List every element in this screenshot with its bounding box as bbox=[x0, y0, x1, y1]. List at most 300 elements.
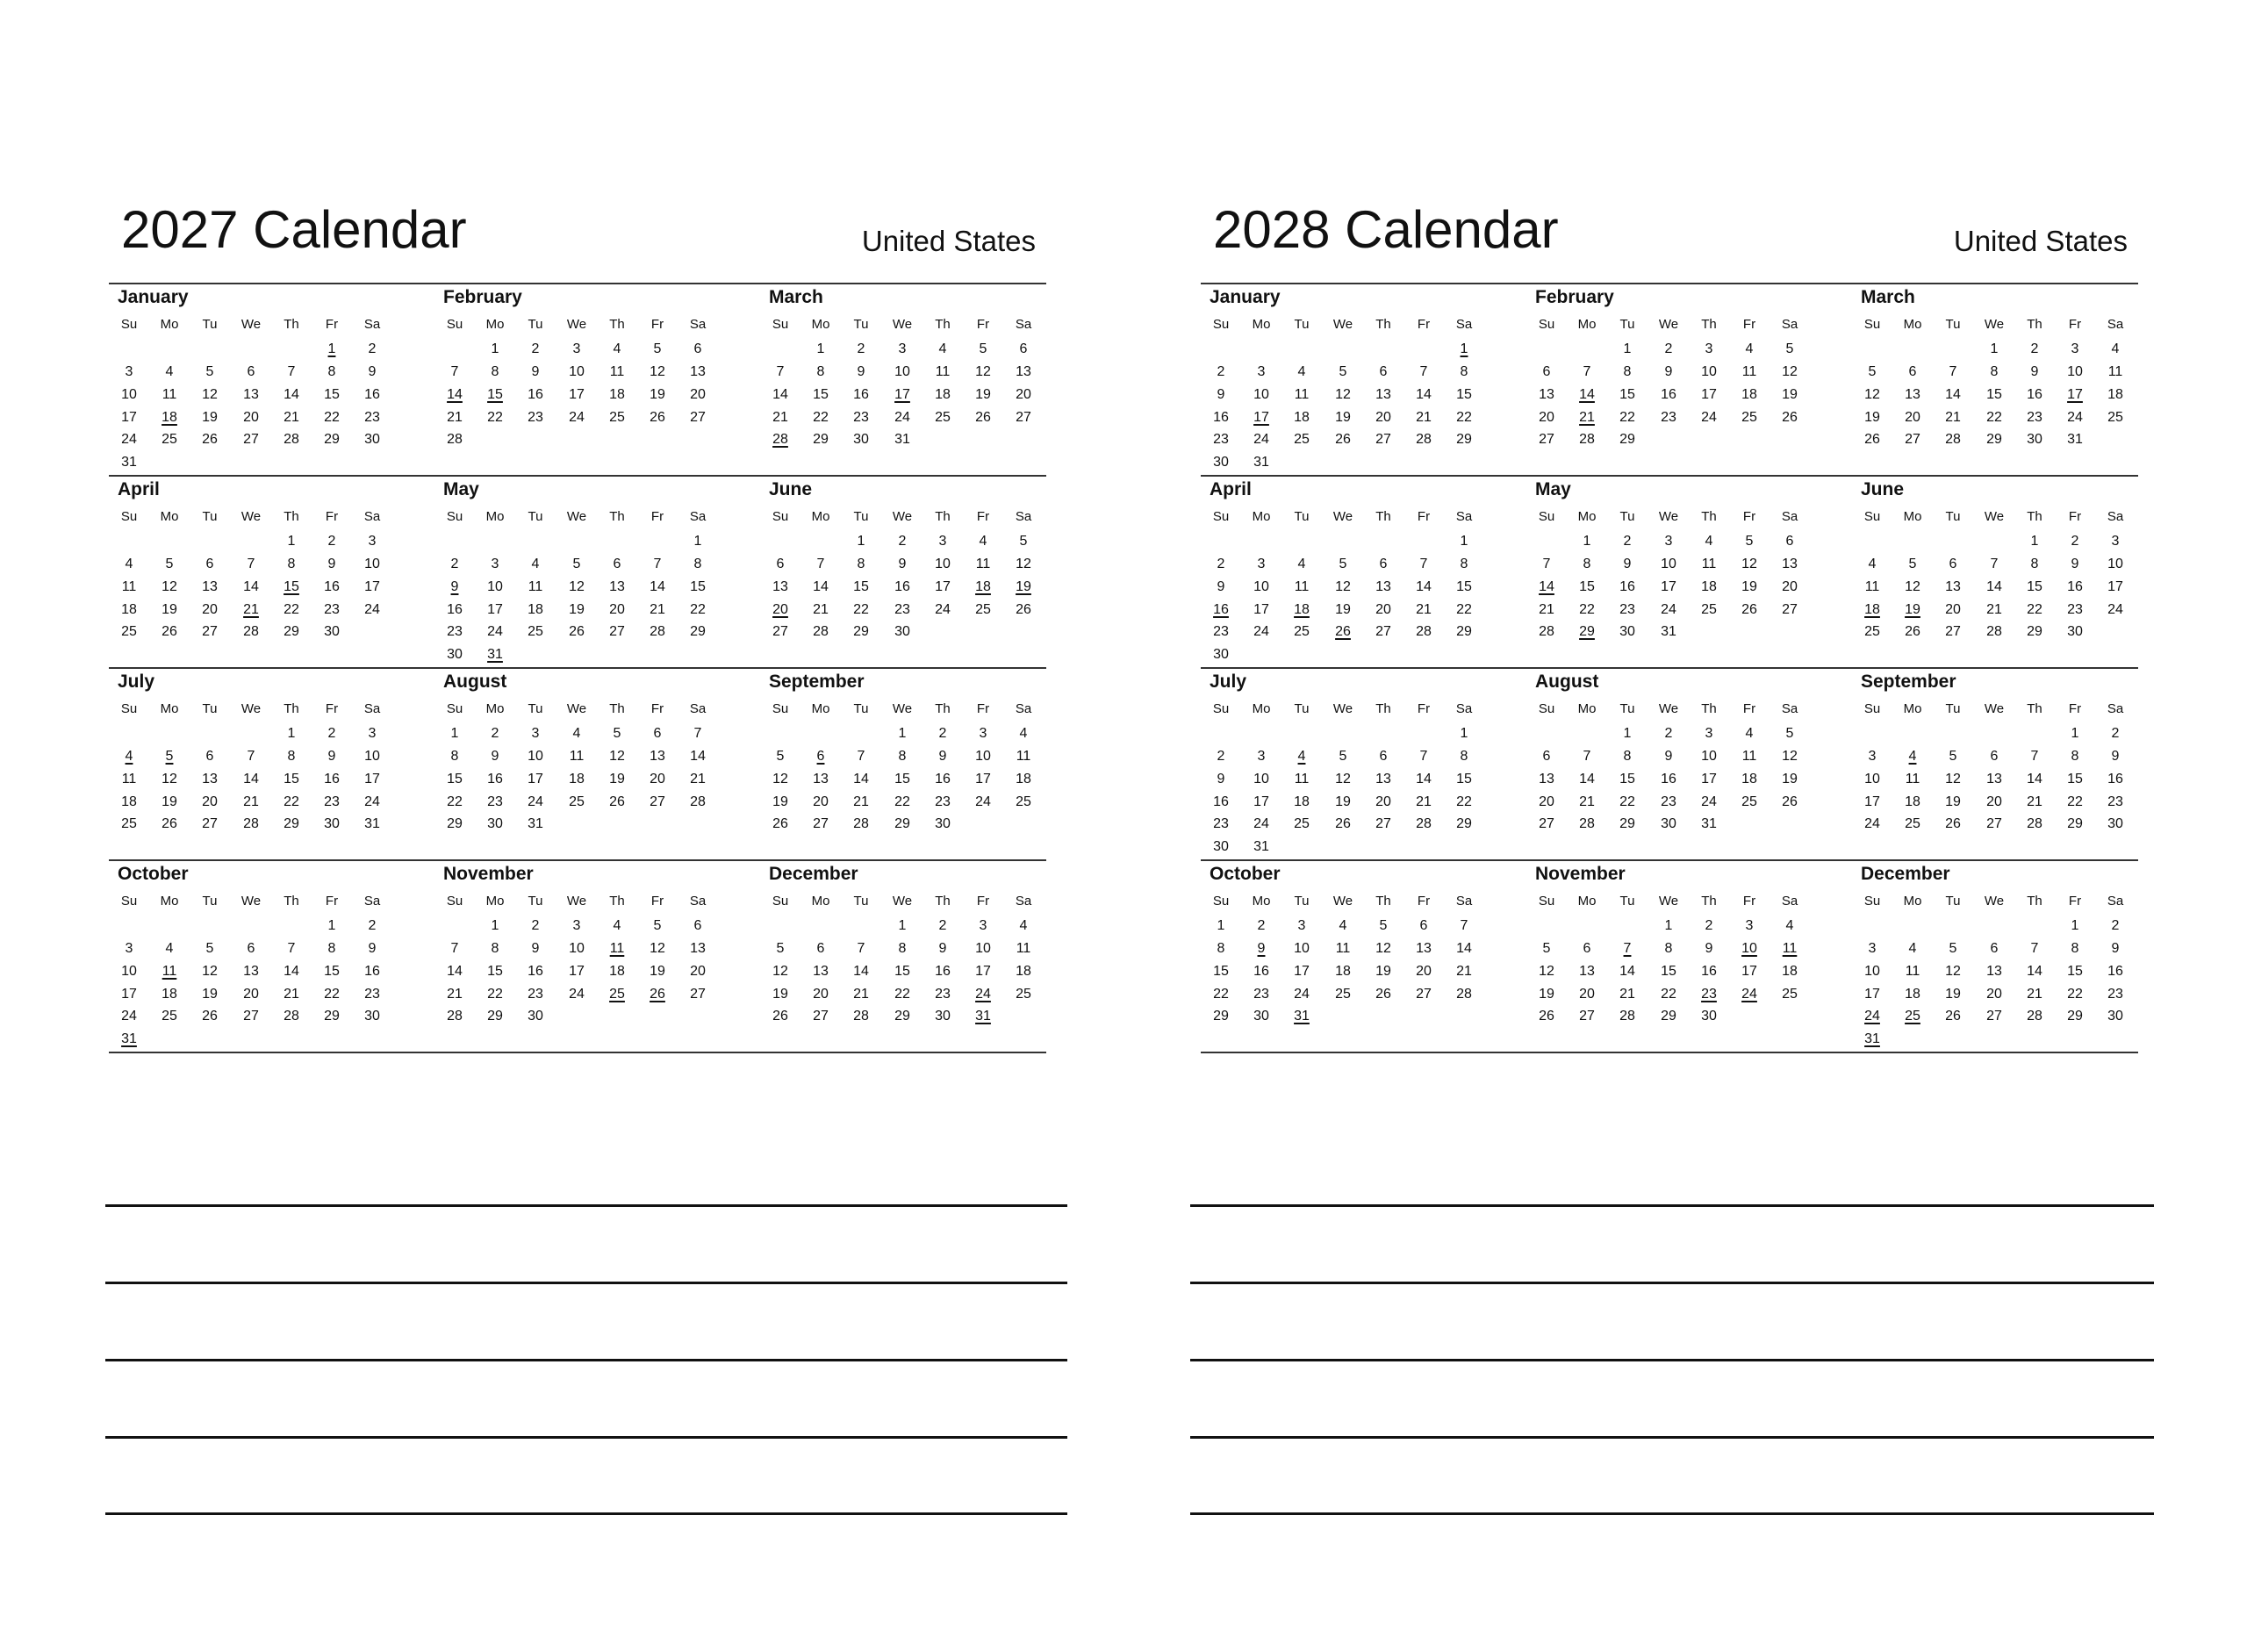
day-grid bbox=[1852, 919, 2177, 1059]
weekday-label: Fr bbox=[976, 317, 990, 332]
calendar-day: 1 bbox=[491, 341, 499, 356]
weekday-header bbox=[109, 702, 434, 722]
calendar-day: 21 bbox=[2027, 987, 2042, 1002]
weekday-label: Th bbox=[2027, 317, 2042, 332]
weekday-label: Mo bbox=[1577, 317, 1597, 332]
calendar-day: 29 bbox=[894, 816, 910, 831]
calendar-day: 7 bbox=[450, 364, 459, 379]
weekday-label: Fr bbox=[1742, 509, 1756, 524]
calendar-day: 8 bbox=[1460, 364, 1468, 379]
holiday-day: 4 bbox=[1908, 749, 1917, 764]
calendar-day: 8 bbox=[327, 364, 336, 379]
calendar-country: United States bbox=[1953, 225, 2128, 257]
calendar-day: 27 bbox=[772, 624, 788, 639]
weekday-label: Mo bbox=[1903, 317, 1922, 332]
weekday-label: Su bbox=[1538, 509, 1555, 524]
calendar-day: 10 bbox=[1864, 772, 1880, 786]
month-june bbox=[760, 475, 1085, 667]
weekday-label: Mo bbox=[811, 317, 830, 332]
calendar-day: 12 bbox=[1905, 579, 1920, 594]
calendar-day: 8 bbox=[491, 941, 499, 956]
weekday-label: Fr bbox=[650, 317, 664, 332]
calendar-day: 16 bbox=[2107, 772, 2123, 786]
calendar-day: 3 bbox=[1745, 918, 1754, 933]
weekday-label: Fr bbox=[2068, 894, 2082, 909]
calendar-day: 20 bbox=[1782, 579, 1798, 594]
calendar-day: 13 bbox=[813, 772, 829, 786]
month-name: July bbox=[1210, 672, 1247, 692]
calendar-day: 31 bbox=[894, 432, 910, 447]
calendar-day: 6 bbox=[816, 941, 825, 956]
calendar-day: 2 bbox=[938, 918, 947, 933]
calendar-day: 1 bbox=[693, 534, 702, 549]
day-grid bbox=[1526, 535, 1851, 675]
calendar-day: 4 bbox=[1745, 726, 1754, 741]
weekday-header bbox=[1201, 702, 1526, 722]
weekday-label: Tu bbox=[202, 509, 218, 524]
calendar-day: 18 bbox=[609, 964, 625, 979]
calendar-day: 13 bbox=[202, 579, 218, 594]
calendar-day: 14 bbox=[1416, 387, 1432, 402]
calendar-day: 26 bbox=[772, 1009, 788, 1024]
calendar-day: 5 bbox=[1745, 534, 1754, 549]
calendar-day: 2 bbox=[938, 726, 947, 741]
weekday-label: Th bbox=[284, 317, 299, 332]
calendar-day: 23 bbox=[487, 794, 503, 809]
calendar-day: 21 bbox=[853, 987, 869, 1002]
calendar-day: 27 bbox=[1416, 987, 1432, 1002]
weekday-header bbox=[1526, 702, 1851, 722]
weekday-label: Mo bbox=[160, 509, 179, 524]
weekday-label: Fr bbox=[976, 701, 990, 716]
calendar-day: 26 bbox=[1782, 794, 1798, 809]
weekday-header bbox=[1852, 318, 2177, 337]
calendar-day: 21 bbox=[813, 602, 829, 617]
weekday-label: Fr bbox=[2068, 317, 2082, 332]
calendar-day: 7 bbox=[1542, 557, 1551, 571]
calendar-day: 14 bbox=[813, 579, 829, 594]
month-august bbox=[1526, 667, 1851, 859]
weekday-label: We bbox=[1658, 701, 1679, 716]
calendar-day: 5 bbox=[165, 557, 174, 571]
calendar-day: 27 bbox=[1986, 1009, 2002, 1024]
calendar-day: 11 bbox=[1864, 579, 1880, 594]
month-december bbox=[760, 859, 1085, 1052]
calendar-day: 7 bbox=[653, 557, 662, 571]
holiday-day: 21 bbox=[243, 602, 259, 617]
weekday-label: Mo bbox=[1252, 317, 1271, 332]
calendar-day: 24 bbox=[935, 602, 951, 617]
weekday-label: We bbox=[892, 317, 913, 332]
calendar-day: 4 bbox=[979, 534, 987, 549]
calendar-day: 14 bbox=[1416, 579, 1432, 594]
weekday-label: Su bbox=[446, 894, 463, 909]
calendar-day: 21 bbox=[1539, 602, 1554, 617]
weekday-label: Sa bbox=[1455, 317, 1473, 332]
calendar-day: 25 bbox=[1782, 987, 1798, 1002]
calendar-day: 4 bbox=[1019, 918, 1028, 933]
holiday-day: 10 bbox=[1741, 941, 1757, 956]
calendar-day: 12 bbox=[202, 387, 218, 402]
calendar-day: 27 bbox=[690, 987, 706, 1002]
month-march bbox=[1852, 283, 2177, 475]
calendar-day: 17 bbox=[975, 964, 991, 979]
weekday-label: Tu bbox=[853, 701, 869, 716]
calendar-day: 2 bbox=[327, 726, 336, 741]
calendar-day: 8 bbox=[491, 364, 499, 379]
weekday-label: Sa bbox=[1015, 509, 1032, 524]
weekday-label: Th bbox=[1701, 894, 1717, 909]
calendar-day: 20 bbox=[1945, 602, 1961, 617]
calendar-day: 9 bbox=[857, 364, 865, 379]
calendar-day: 15 bbox=[894, 772, 910, 786]
calendar-day: 21 bbox=[284, 410, 299, 425]
calendar-day: 13 bbox=[1539, 772, 1554, 786]
calendar-day: 23 bbox=[364, 410, 380, 425]
calendar-day: 29 bbox=[1213, 1009, 1229, 1024]
calendar-day: 26 bbox=[1945, 816, 1961, 831]
calendar-day: 12 bbox=[609, 749, 625, 764]
day-grid bbox=[109, 727, 434, 867]
calendar-day: 10 bbox=[528, 749, 543, 764]
calendar-day: 14 bbox=[1619, 964, 1635, 979]
weekday-label: Su bbox=[1863, 701, 1881, 716]
calendar-day: 7 bbox=[857, 941, 865, 956]
calendar-day: 7 bbox=[816, 557, 825, 571]
weekday-label: Mo bbox=[811, 701, 830, 716]
calendar-day: 30 bbox=[2027, 432, 2042, 447]
calendar-day: 23 bbox=[1253, 987, 1269, 1002]
calendar-day: 11 bbox=[1335, 941, 1351, 956]
weekday-label: Tu bbox=[1945, 317, 1961, 332]
calendar-day: 19 bbox=[772, 987, 788, 1002]
calendar-day: 26 bbox=[975, 410, 991, 425]
calendar-day: 8 bbox=[2071, 941, 2079, 956]
calendar-day: 22 bbox=[284, 602, 299, 617]
weekday-label: Mo bbox=[1577, 701, 1597, 716]
calendar-day: 11 bbox=[935, 364, 951, 379]
calendar-day: 28 bbox=[1986, 624, 2002, 639]
weekday-label: Mo bbox=[1252, 894, 1271, 909]
calendar-day: 18 bbox=[121, 794, 137, 809]
weekday-header bbox=[1852, 510, 2177, 529]
calendar-day: 3 bbox=[898, 341, 907, 356]
holiday-day: 29 bbox=[1579, 624, 1595, 639]
weekday-label: Mo bbox=[485, 317, 505, 332]
weekday-label: Sa bbox=[1455, 509, 1473, 524]
calendar-day: 11 bbox=[1016, 749, 1031, 764]
calendar-day: 1 bbox=[1583, 534, 1591, 549]
calendar-day: 13 bbox=[1416, 941, 1432, 956]
calendar-day: 5 bbox=[653, 918, 662, 933]
holiday-day: 9 bbox=[450, 579, 459, 594]
calendar-day: 25 bbox=[528, 624, 543, 639]
calendar-day: 8 bbox=[450, 749, 459, 764]
weekday-label: Sa bbox=[1015, 894, 1032, 909]
calendar-day: 1 bbox=[1990, 341, 1999, 356]
calendar-day: 5 bbox=[1785, 341, 1794, 356]
calendar-day: 18 bbox=[935, 387, 951, 402]
month-name: October bbox=[118, 864, 189, 884]
month-name: January bbox=[118, 287, 189, 307]
calendar-day: 6 bbox=[247, 941, 255, 956]
calendar-day: 9 bbox=[491, 749, 499, 764]
weekday-label: Su bbox=[772, 509, 789, 524]
calendar-day: 10 bbox=[1253, 772, 1269, 786]
holiday-day: 31 bbox=[121, 1031, 137, 1046]
calendar-day: 14 bbox=[2027, 964, 2042, 979]
calendar-day: 3 bbox=[1297, 918, 1306, 933]
weekday-label: Tu bbox=[1294, 317, 1310, 332]
calendar-day: 25 bbox=[1741, 794, 1757, 809]
weekday-label: Sa bbox=[1781, 317, 1798, 332]
calendar-day: 21 bbox=[772, 410, 788, 425]
calendar-day: 30 bbox=[1253, 1009, 1269, 1024]
calendar-day: 8 bbox=[1990, 364, 1999, 379]
calendar-day: 21 bbox=[1945, 410, 1961, 425]
holiday-day: 31 bbox=[1864, 1031, 1880, 1046]
calendar-day: 17 bbox=[1294, 964, 1310, 979]
weekday-header bbox=[109, 894, 434, 914]
holiday-day: 6 bbox=[816, 749, 825, 764]
weekday-label: Su bbox=[446, 509, 463, 524]
calendar-day: 7 bbox=[1949, 364, 1957, 379]
calendar-day: 29 bbox=[1456, 816, 1472, 831]
calendar-day: 31 bbox=[528, 816, 543, 831]
weekday-label: We bbox=[1984, 701, 2005, 716]
day-grid bbox=[760, 342, 1085, 483]
weekday-header bbox=[1852, 702, 2177, 722]
calendar-day: 22 bbox=[1986, 410, 2002, 425]
calendar-day: 3 bbox=[1257, 557, 1266, 571]
calendar-day: 8 bbox=[2071, 749, 2079, 764]
weekday-header bbox=[434, 318, 759, 337]
calendar-day: 17 bbox=[569, 964, 585, 979]
calendar-day: 16 bbox=[1701, 964, 1717, 979]
calendar-day: 16 bbox=[853, 387, 869, 402]
calendar-day: 25 bbox=[1294, 432, 1310, 447]
calendar-day: 10 bbox=[1661, 557, 1676, 571]
calendar-day: 13 bbox=[1016, 364, 1031, 379]
weekday-label: Fr bbox=[650, 701, 664, 716]
month-may bbox=[434, 475, 759, 667]
calendar-day: 18 bbox=[528, 602, 543, 617]
calendar-day: 25 bbox=[935, 410, 951, 425]
calendar-day: 28 bbox=[1416, 624, 1432, 639]
calendar-day: 1 bbox=[491, 918, 499, 933]
month-name: February bbox=[443, 287, 522, 307]
calendar-day: 7 bbox=[2030, 749, 2039, 764]
calendar-day: 14 bbox=[284, 387, 299, 402]
weekday-label: Mo bbox=[811, 894, 830, 909]
day-grid bbox=[760, 727, 1085, 867]
calendar-day: 25 bbox=[1701, 602, 1717, 617]
calendar-day: 18 bbox=[1905, 794, 1920, 809]
month-february bbox=[434, 283, 759, 475]
day-grid bbox=[1526, 919, 1851, 1059]
calendar-day: 7 bbox=[776, 364, 785, 379]
holiday-day: 31 bbox=[1294, 1009, 1310, 1024]
calendar-day: 4 bbox=[1745, 341, 1754, 356]
calendar-day: 21 bbox=[1456, 964, 1472, 979]
holiday-day: 4 bbox=[1297, 749, 1306, 764]
calendar-day: 19 bbox=[772, 794, 788, 809]
weekday-label: We bbox=[1658, 509, 1679, 524]
calendar-day: 17 bbox=[487, 602, 503, 617]
calendar-day: 4 bbox=[1868, 557, 1877, 571]
month-name: March bbox=[1861, 287, 1915, 307]
calendar-day: 9 bbox=[327, 749, 336, 764]
weekday-label: Sa bbox=[1015, 701, 1032, 716]
weekday-label: Sa bbox=[1781, 509, 1798, 524]
calendar-day: 4 bbox=[2111, 341, 2120, 356]
calendar-day: 29 bbox=[1456, 624, 1472, 639]
calendar-day: 24 bbox=[1701, 794, 1717, 809]
weekday-label: Th bbox=[935, 894, 951, 909]
calendar-day: 23 bbox=[447, 624, 463, 639]
calendar-day: 11 bbox=[1741, 364, 1757, 379]
calendar-day: 12 bbox=[569, 579, 585, 594]
calendar-day: 18 bbox=[1335, 964, 1351, 979]
weekday-label: Fr bbox=[1742, 894, 1756, 909]
calendar-day: 15 bbox=[1213, 964, 1229, 979]
calendar-day: 3 bbox=[1868, 941, 1877, 956]
weekday-label: We bbox=[892, 509, 913, 524]
calendar-day: 2 bbox=[531, 918, 540, 933]
holiday-day: 7 bbox=[1623, 941, 1632, 956]
calendar-day: 19 bbox=[650, 387, 665, 402]
weekday-label: Su bbox=[120, 894, 138, 909]
calendar-day: 22 bbox=[1456, 602, 1472, 617]
calendar-day: 8 bbox=[327, 941, 336, 956]
calendar-day: 29 bbox=[1986, 432, 2002, 447]
calendar-day: 24 bbox=[528, 794, 543, 809]
calendar-day: 14 bbox=[1579, 772, 1595, 786]
calendar-day: 9 bbox=[2071, 557, 2079, 571]
calendar-day: 15 bbox=[1661, 964, 1676, 979]
weekday-label: We bbox=[566, 509, 587, 524]
weekday-label: Fr bbox=[325, 317, 339, 332]
calendar-day: 2 bbox=[2111, 726, 2120, 741]
calendar-day: 27 bbox=[609, 624, 625, 639]
calendar-day: 13 bbox=[813, 964, 829, 979]
calendar-day: 10 bbox=[1294, 941, 1310, 956]
calendar-day: 7 bbox=[1583, 364, 1591, 379]
calendar-day: 9 bbox=[368, 364, 377, 379]
calendar-day: 2 bbox=[1664, 341, 1673, 356]
weekday-label: Th bbox=[1375, 317, 1391, 332]
calendar-day: 9 bbox=[2111, 749, 2120, 764]
month-name: March bbox=[769, 287, 823, 307]
weekday-label: Th bbox=[935, 509, 951, 524]
weekday-label: Su bbox=[772, 317, 789, 332]
weekday-label: Mo bbox=[1903, 894, 1922, 909]
calendar-day: 9 bbox=[938, 941, 947, 956]
calendar-day: 12 bbox=[650, 364, 665, 379]
holiday-day: 9 bbox=[1257, 941, 1266, 956]
month-february bbox=[1526, 283, 1851, 475]
holiday-day: 18 bbox=[162, 410, 177, 425]
weekday-label: Tu bbox=[1945, 509, 1961, 524]
calendar-day: 27 bbox=[813, 1009, 829, 1024]
calendar-day: 9 bbox=[898, 557, 907, 571]
calendar-day: 26 bbox=[1741, 602, 1757, 617]
calendar-day: 4 bbox=[1908, 941, 1917, 956]
calendar-day: 12 bbox=[1375, 941, 1391, 956]
calendar-day: 19 bbox=[1335, 410, 1351, 425]
calendar-day: 6 bbox=[776, 557, 785, 571]
calendar-day: 23 bbox=[364, 987, 380, 1002]
holiday-day: 11 bbox=[1782, 941, 1798, 956]
calendar-day: 2 bbox=[1664, 726, 1673, 741]
holiday-day: 23 bbox=[1701, 987, 1717, 1002]
calendar-day: 9 bbox=[327, 557, 336, 571]
calendar-day: 14 bbox=[853, 772, 869, 786]
holiday-day: 24 bbox=[1864, 1009, 1880, 1024]
calendar-day: 20 bbox=[1579, 987, 1595, 1002]
calendar-day: 27 bbox=[202, 816, 218, 831]
weekday-header bbox=[434, 702, 759, 722]
calendar-day: 12 bbox=[1864, 387, 1880, 402]
calendar-day: 27 bbox=[1539, 816, 1554, 831]
calendar-day: 18 bbox=[1016, 964, 1031, 979]
weekday-label: We bbox=[1658, 317, 1679, 332]
calendar-day: 25 bbox=[609, 410, 625, 425]
calendar-day: 27 bbox=[1579, 1009, 1595, 1024]
calendar-day: 6 bbox=[1379, 557, 1388, 571]
calendar-day: 27 bbox=[1986, 816, 2002, 831]
calendar-day: 5 bbox=[1785, 726, 1794, 741]
calendar-day: 3 bbox=[572, 918, 581, 933]
calendar-day: 22 bbox=[1456, 410, 1472, 425]
month-september bbox=[1852, 667, 2177, 859]
calendar-day: 5 bbox=[1379, 918, 1388, 933]
weekday-header bbox=[434, 510, 759, 529]
calendar-day: 25 bbox=[162, 432, 177, 447]
holiday-day: 18 bbox=[1294, 602, 1310, 617]
calendar-day: 7 bbox=[1419, 557, 1428, 571]
day-grid bbox=[1201, 342, 1526, 483]
calendar-day: 26 bbox=[569, 624, 585, 639]
calendar-day: 5 bbox=[205, 364, 214, 379]
calendar-day: 26 bbox=[650, 410, 665, 425]
calendar-day: 23 bbox=[1213, 816, 1229, 831]
calendar-day: 23 bbox=[1619, 602, 1635, 617]
calendar-day: 15 bbox=[447, 772, 463, 786]
calendar-day: 10 bbox=[894, 364, 910, 379]
calendar-day: 30 bbox=[935, 816, 951, 831]
calendar-day: 25 bbox=[1294, 624, 1310, 639]
weekday-label: Fr bbox=[1417, 317, 1431, 332]
calendar-day: 18 bbox=[1741, 772, 1757, 786]
calendar-day: 28 bbox=[284, 1009, 299, 1024]
calendar-day: 23 bbox=[935, 987, 951, 1002]
weekday-label: Mo bbox=[1903, 509, 1922, 524]
weekday-label: Sa bbox=[2107, 317, 2124, 332]
calendar-day: 13 bbox=[690, 364, 706, 379]
calendar-day: 23 bbox=[324, 602, 340, 617]
calendar-day: 24 bbox=[364, 794, 380, 809]
note-line bbox=[1190, 1436, 2154, 1439]
calendar-day: 23 bbox=[894, 602, 910, 617]
calendar-day: 19 bbox=[569, 602, 585, 617]
weekday-label: Th bbox=[609, 317, 625, 332]
calendar-day: 5 bbox=[1868, 364, 1877, 379]
calendar-day: 12 bbox=[162, 579, 177, 594]
calendar-day: 22 bbox=[853, 602, 869, 617]
weekday-label: Sa bbox=[689, 509, 707, 524]
weekday-header bbox=[760, 894, 1085, 914]
